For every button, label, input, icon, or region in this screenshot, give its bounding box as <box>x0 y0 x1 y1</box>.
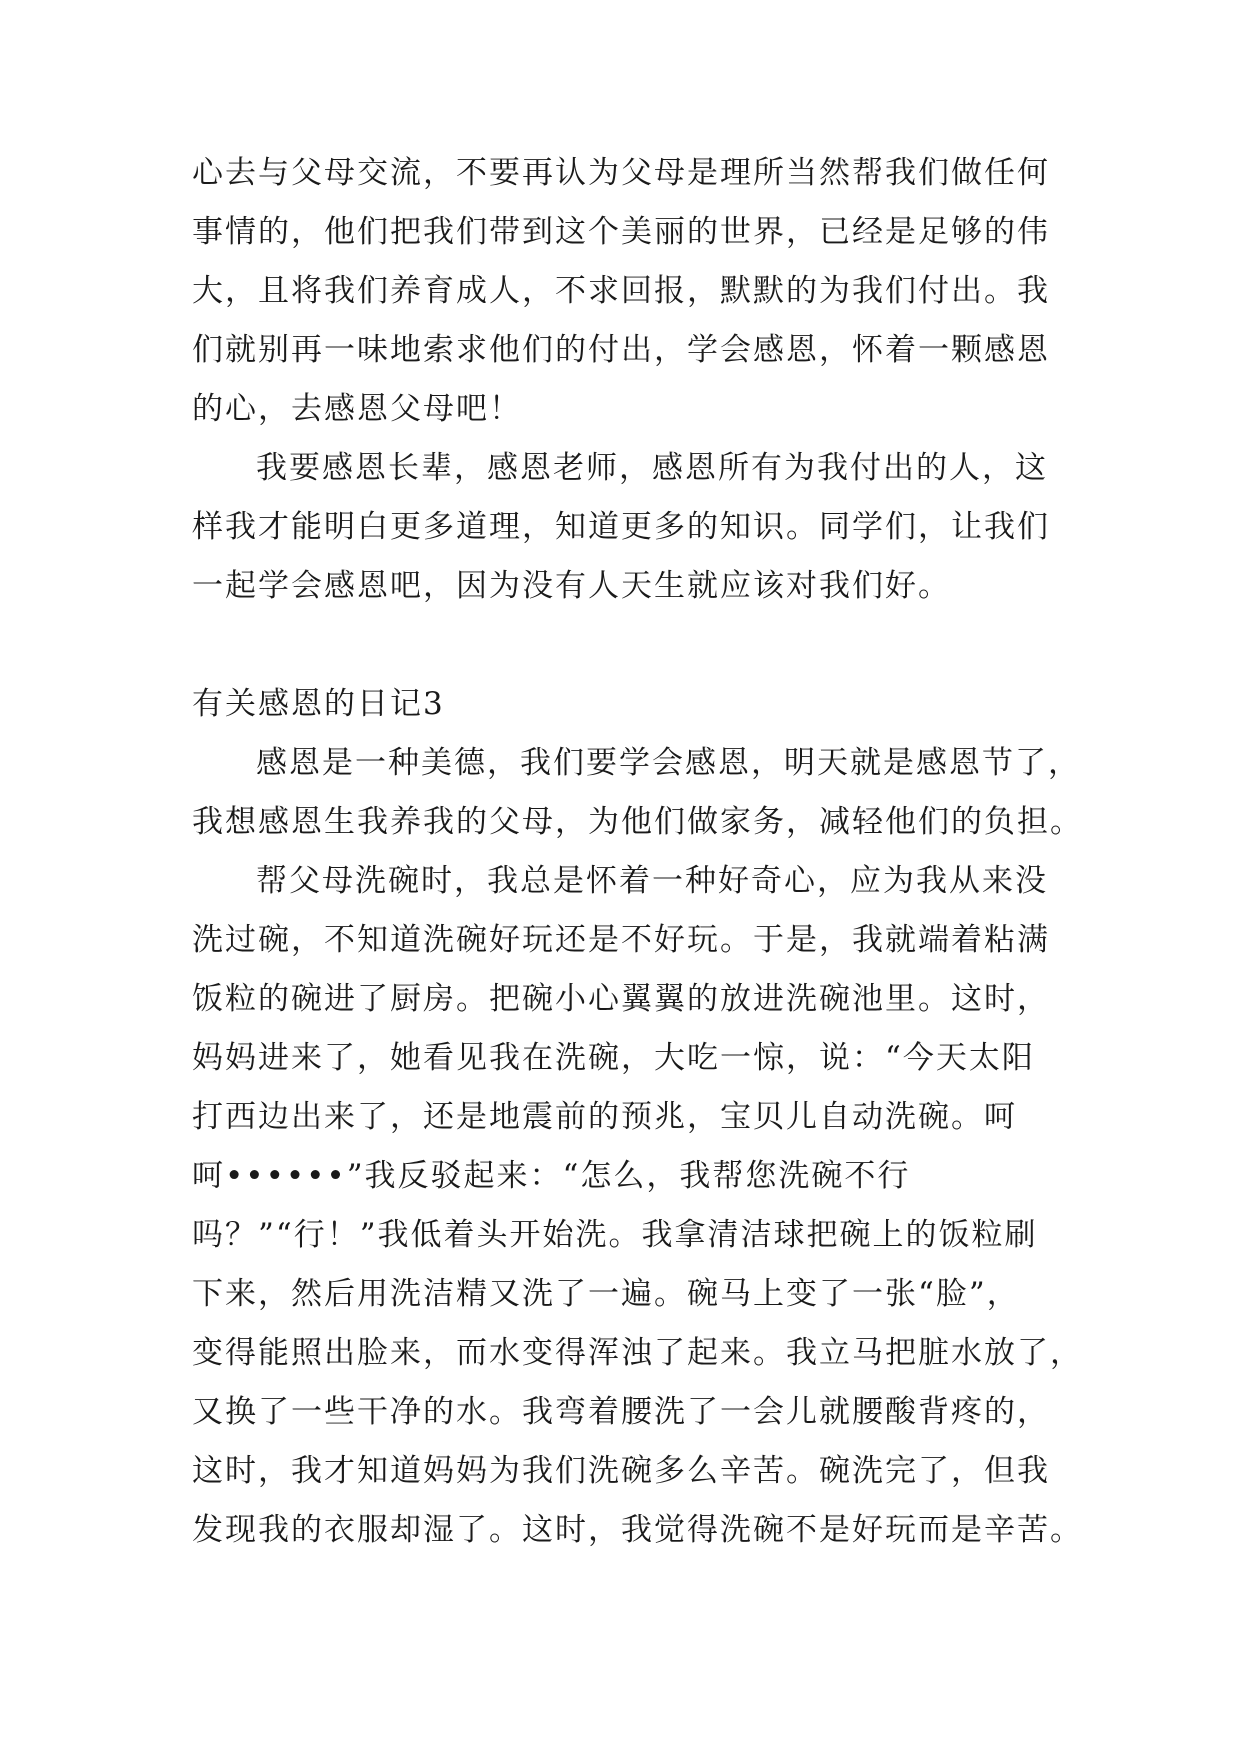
text-line: 下来，然后用洗洁精又洗了一遍。碗马上变了一张“脸”， <box>192 1276 1020 1312</box>
text-line: 的心，去感恩父母吧！ <box>192 391 522 427</box>
text-line: 吗？”“行！”我低着头开始洗。我拿清洁球把碗上的饭粒刷 <box>192 1217 1038 1253</box>
paragraph-first-line: 我要感恩长辈，感恩老师，感恩所有为我付出的人，这 <box>256 450 1048 486</box>
text-line: 大，且将我们养育成人，不求回报，默默的为我们付出。我 <box>192 273 1050 309</box>
text-line: 一起学会感恩吧，因为没有人天生就应该对我们好。 <box>192 568 951 604</box>
text-line: 呵••••••”我反驳起来：“怎么，我帮您洗碗不行 <box>192 1158 911 1194</box>
text-line: 又换了一些干净的水。我弯着腰洗了一会儿就腰酸背疼的， <box>192 1394 1050 1430</box>
text-line: 发现我的衣服却湿了。这时，我觉得洗碗不是好玩而是辛苦。 <box>192 1512 1083 1548</box>
text-line: 打西边出来了，还是地震前的预兆，宝贝儿自动洗碗。呵 <box>192 1099 1017 1135</box>
text-line: 这时，我才知道妈妈为我们洗碗多么辛苦。碗洗完了，但我 <box>192 1453 1050 1489</box>
section-heading: 有关感恩的日记3 <box>192 686 445 722</box>
text-line: 心去与父母交流，不要再认为父母是理所当然帮我们做任何 <box>192 155 1050 191</box>
text-line: 样我才能明白更多道理，知道更多的知识。同学们，让我们 <box>192 509 1050 545</box>
text-line: 洗过碗，不知道洗碗好玩还是不好玩。于是，我就端着粘满 <box>192 922 1050 958</box>
text-line: 我想感恩生我养我的父母，为他们做家务，减轻他们的负担。 <box>192 804 1083 840</box>
text-line: 饭粒的碗进了厨房。把碗小心翼翼的放进洗碗池里。这时， <box>192 981 1050 1017</box>
text-line: 变得能照出脸来，而水变得浑浊了起来。我立马把脏水放了， <box>192 1335 1083 1371</box>
paragraph-first-line: 感恩是一种美德，我们要学会感恩，明天就是感恩节了， <box>256 745 1081 781</box>
text-line: 们就别再一味地索求他们的付出，学会感恩，怀着一颗感恩 <box>192 332 1050 368</box>
paragraph-first-line: 帮父母洗碗时，我总是怀着一种好奇心，应为我从来没 <box>256 863 1048 899</box>
text-line: 妈妈进来了，她看见我在洗碗，大吃一惊，说：“今天太阳 <box>192 1040 1035 1076</box>
text-line: 事情的，他们把我们带到这个美丽的世界，已经是足够的伟 <box>192 214 1050 250</box>
